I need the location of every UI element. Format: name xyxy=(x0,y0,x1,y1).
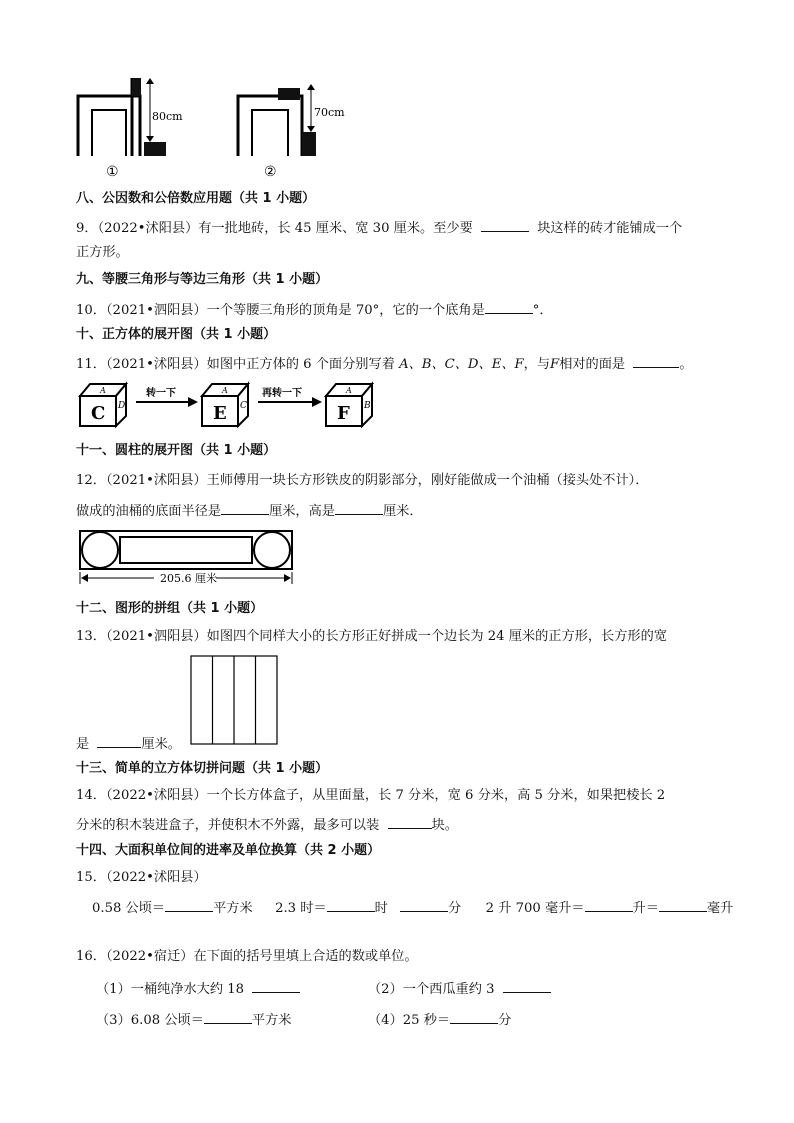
cube-rotation-figure xyxy=(78,380,388,430)
q12-part3: 厘米． xyxy=(383,504,423,519)
question-9 xyxy=(76,219,682,235)
q16-p4b-text: 分 xyxy=(498,1013,512,1028)
u-shape-figure xyxy=(70,72,370,180)
q11-mid: ，与 xyxy=(523,357,551,372)
q15-h: 毫升 xyxy=(706,901,734,916)
q16-p1-blank[interactable] xyxy=(252,980,300,993)
q11-answer-blank[interactable] xyxy=(633,355,679,368)
section-12-heading: 十二、图形的拼组（共 1 小题） xyxy=(76,601,264,616)
section-9-heading: 九、等腰三角形与等边三角形（共 1 小题） xyxy=(76,272,329,287)
q12-height-blank[interactable] xyxy=(335,502,383,515)
section-10-heading: 十、正方体的展开图（共 1 小题） xyxy=(76,327,277,342)
q9-answer-blank[interactable] xyxy=(481,219,529,232)
lateral-rectangle xyxy=(120,537,252,563)
arrow-1-label: 转一下 xyxy=(146,388,176,399)
q14-answer-blank[interactable] xyxy=(388,816,432,829)
arrow-1-icon xyxy=(188,397,198,407)
cube-2-front: E xyxy=(213,403,227,424)
cube-3-front: F xyxy=(337,403,350,424)
q13-part2: 厘米。 xyxy=(141,737,181,752)
q15-b: 平方米 xyxy=(213,901,253,916)
q14-line1: 14．（2022•沭阳县）一个长方体盒子，从里面量，长 7 分米，宽 6 分米，高 5 分米，如果把棱长 2 xyxy=(76,788,666,803)
cylinder-net-dim: 205.6 厘米 xyxy=(160,572,217,585)
q15-conversions xyxy=(92,899,733,915)
circle-left xyxy=(82,532,118,568)
q15-line1: 15．（2022•沭阳县） xyxy=(76,870,207,885)
q15-blank-sqm[interactable] xyxy=(165,899,213,912)
q15-blank-liter[interactable] xyxy=(585,899,633,912)
q10-suffix: °． xyxy=(532,303,553,318)
q10-answer-blank[interactable] xyxy=(485,301,533,314)
q16-p1-text: （1）一桶纯净水大约 18 xyxy=(96,982,245,997)
q14-line2 xyxy=(76,816,458,832)
q15-c: 2.3 时＝ xyxy=(275,901,327,916)
q11-end: 。 xyxy=(679,357,693,372)
q15-d: 时 xyxy=(374,901,388,916)
q14-part1: 分米的积木装进盒子，并使积木不外露，最多可以装 xyxy=(76,818,380,833)
u-shape-2-label: ② xyxy=(264,164,277,180)
q15-blank-hour[interactable] xyxy=(327,899,375,912)
q15-blank-minute[interactable] xyxy=(400,899,448,912)
section-14-heading: 十四、大面积单位间的进率及单位换算（共 2 小题） xyxy=(76,843,381,858)
q12-part2: 厘米，高是 xyxy=(269,504,335,519)
q15-g: 升＝ xyxy=(632,901,659,916)
arrow-2-label: 再转一下 xyxy=(262,388,302,399)
q15-a: 0.58 公顷＝ xyxy=(92,901,166,916)
cube-1-front: C xyxy=(91,403,106,424)
u-shape-1-label: ① xyxy=(106,164,119,180)
section-13-heading: 十三、简单的立方体切拼问题（共 1 小题） xyxy=(76,761,329,776)
q14-part2: 块。 xyxy=(431,818,458,833)
q12-line1: 12．（2021•沭阳县）王师傅用一块长方形铁皮的阴影部分，刚好能做成一个油桶（接头处不计）． xyxy=(76,473,649,488)
cube-1-side: D xyxy=(118,401,126,411)
q16-part3 xyxy=(96,1011,291,1027)
arrow-2-icon xyxy=(312,397,322,407)
q13-line2 xyxy=(76,735,181,751)
q13-line1: 13．（2021•泗阳县）如图四个同样大小的长方形正好拼成一个边长为 24 厘米的正方形，长方形的宽 xyxy=(76,629,667,644)
q16-p4a-text: （4）25 秒＝ xyxy=(368,1013,451,1028)
q11-letter-f: F xyxy=(550,357,560,372)
u-shape-1-dim: 80cm xyxy=(152,110,183,123)
u-shape-2-dim: 70cm xyxy=(314,106,345,119)
section-11-heading: 十一、圆柱的展开图（共 1 小题） xyxy=(76,443,277,458)
cube-1-top: A xyxy=(100,386,106,395)
q16-part1 xyxy=(96,980,300,996)
cube-3-top: A xyxy=(346,386,352,395)
cube-2-side: C xyxy=(240,401,247,411)
cylinder-net-figure xyxy=(78,529,298,587)
circle-right xyxy=(254,532,290,568)
q15-blank-ml[interactable] xyxy=(659,899,707,912)
q11-suffix: 相对的面是 xyxy=(559,357,626,372)
q16-part2 xyxy=(368,980,551,996)
q16-p3-blank[interactable] xyxy=(204,1011,252,1024)
q15-e: 分 xyxy=(448,901,462,916)
q16-part4 xyxy=(368,1011,511,1027)
cube-2-top: A xyxy=(222,386,228,395)
q16-p3b-text: 平方米 xyxy=(251,1013,292,1028)
section-8-heading: 八、公因数和公倍数应用题（共 1 小题） xyxy=(76,191,316,206)
q12-radius-blank[interactable] xyxy=(221,502,269,515)
q16-p2-blank[interactable] xyxy=(503,980,551,993)
q16-p4-blank[interactable] xyxy=(450,1011,498,1024)
q11-prefix: 11．（2021•沭阳县）如图中正方体的 6 个面分别写着 xyxy=(76,357,395,372)
q9-prefix: 9．（2022•沭阳县）有一批地砖，长 45 厘米、宽 30 厘米。至少要 xyxy=(76,221,473,236)
question-10 xyxy=(76,301,553,317)
q13-part1: 是 xyxy=(76,737,90,752)
q15-f: 2 升 700 毫升＝ xyxy=(485,901,585,916)
cube-3-side: B xyxy=(364,401,371,411)
q16-p2-text: （2）一个西瓜重约 3 xyxy=(368,982,495,997)
q16-p3a-text: （3）6.08 公顷＝ xyxy=(96,1013,204,1028)
q9-line2: 正方形。 xyxy=(76,245,129,260)
q12-line2 xyxy=(76,502,423,518)
question-11 xyxy=(76,355,693,371)
q9-suffix: 块这样的砖才能铺成一个 xyxy=(537,221,683,236)
q12-part1: 做成的油桶的底面半径是 xyxy=(76,504,222,519)
four-rectangles-figure xyxy=(190,655,280,747)
q10-prefix: 10．（2021•泗阳县）一个等腰三角形的顶角是 70°，它的一个底角是 xyxy=(76,303,485,318)
q11-letters: A、B、C、D、E、F xyxy=(399,357,524,372)
q16-line1: 16．（2022•宿迁）在下面的括号里填上合适的数或单位。 xyxy=(76,949,418,964)
u-shape-2 xyxy=(238,84,316,156)
q13-answer-blank[interactable] xyxy=(97,735,141,748)
